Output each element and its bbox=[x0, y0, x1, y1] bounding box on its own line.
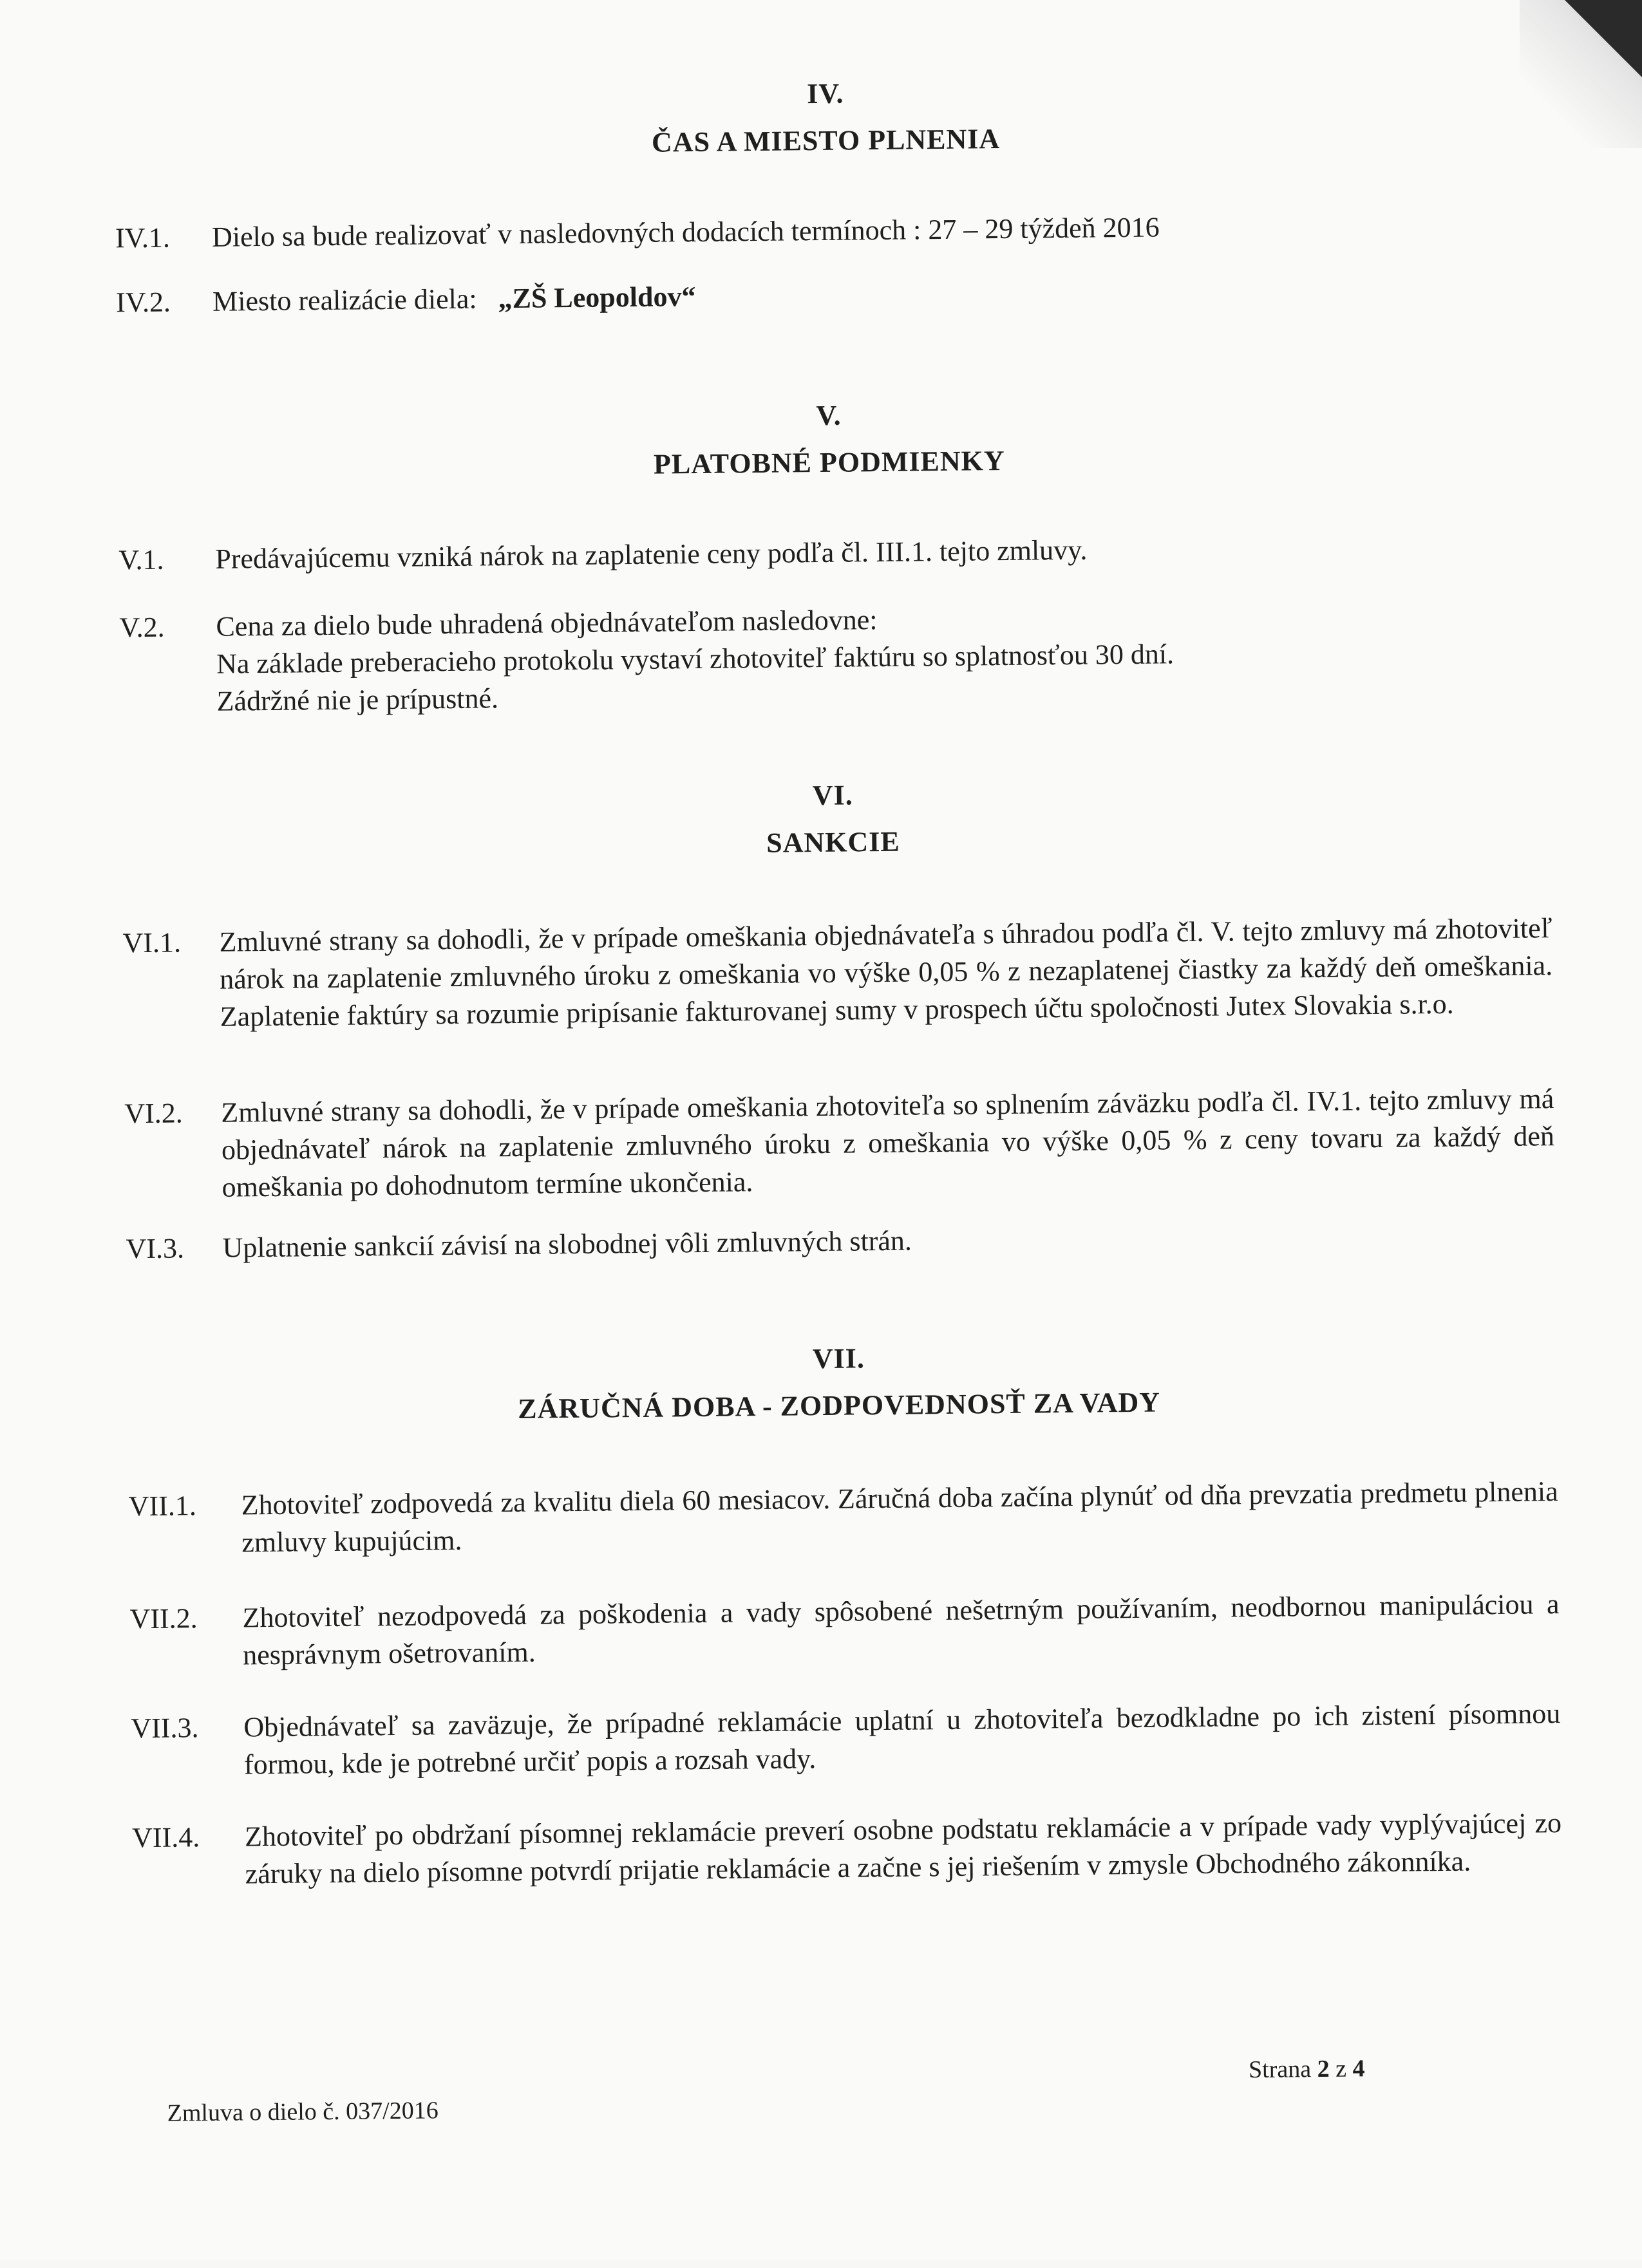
clause-text: Miesto realizácie diela: bbox=[212, 283, 477, 317]
clause-number: VI.1. bbox=[122, 926, 182, 959]
page-prefix: Strana bbox=[1248, 2056, 1312, 2084]
section-title: ČAS A MIESTO PLNENIA bbox=[651, 123, 1001, 158]
contract-reference: Zmluva o dielo č. 037/2016 bbox=[167, 2097, 439, 2127]
site-name: „ZŠ Leopoldov“ bbox=[498, 280, 696, 315]
clause-number: IV.1. bbox=[115, 221, 171, 254]
clause-number: VII.4. bbox=[131, 1821, 200, 1854]
section-vii-heading bbox=[120, 1335, 1557, 1429]
clause-number: VI.3. bbox=[126, 1232, 185, 1265]
section-title: SANKCIE bbox=[766, 825, 900, 859]
clause-text-line: Na základe preberacieho protokolu vystaví zhotoviteľ faktúru so splatnosťou 30 dní. bbox=[216, 638, 1175, 680]
section-title: ZÁRUČNÁ DOBA - ZODPOVEDNOSŤ ZA VADY bbox=[518, 1386, 1161, 1425]
clause-vi-3 bbox=[126, 1215, 1555, 1268]
section-iv-heading bbox=[108, 70, 1544, 164]
clause-v-2 bbox=[119, 594, 1550, 721]
clause-number: VII.1. bbox=[128, 1490, 197, 1523]
clause-text-line: Zádržné nie je prípustné. bbox=[216, 682, 499, 717]
page-total: 4 bbox=[1352, 2055, 1365, 2083]
clause-number: VII.2. bbox=[129, 1602, 198, 1635]
clause-vii-2 bbox=[129, 1586, 1560, 1675]
clause-vii-4 bbox=[132, 1804, 1562, 1894]
page-current: 2 bbox=[1317, 2055, 1330, 2083]
clause-number: VI.2. bbox=[124, 1097, 184, 1130]
clause-number: VII.3. bbox=[131, 1712, 199, 1745]
clause-text: Zmluvné strany sa dohodli, že v prípade omeškania zhotoviteľa so splnením záväzku podľa čl. IV.1. tejto zmluvy má objednávateľ nárok na zaplatenie zmluvného úroku z omeškania vo výške 0,05 % z ceny tovaru za každý deň omeškania po dohodnutom termíne ukončenia. bbox=[221, 1083, 1555, 1203]
clause-text: Objednávateľ sa zaväzuje, že prípadné reklamácie uplatní u zhotoviteľa bezodkladne po ich zistení písomnou formou, kde je potrebné určiť popis a rozsah vady. bbox=[243, 1698, 1561, 1781]
page-counter bbox=[1249, 2054, 1365, 2084]
section-title: PLATOBNÉ PODMIENKY bbox=[653, 444, 1005, 480]
clause-text: Zhotoviteľ po obdržaní písomnej reklamácie preverí osobne podstatu reklamácie a v prípade vady vyplývajúcej zo záruky na dielo písomne potvrdí prijatie reklamácie a začne s jej riešením v zmysle Obchodného zákonníka. bbox=[244, 1807, 1562, 1890]
clause-text-line: Cena za dielo bude uhradená objednávateľom nasledovne: bbox=[216, 604, 878, 642]
section-number: V. bbox=[816, 399, 842, 432]
clause-number: IV.2. bbox=[115, 286, 171, 319]
clause-number: V.2. bbox=[119, 611, 165, 644]
clause-text: Uplatnenie sankcií závisí na slobodnej vôli zmluvných strán. bbox=[222, 1224, 912, 1264]
clause-text: Zmluvné strany sa dohodli, že v prípade omeškania objednávateľa s úhradou podľa čl. V. tejto zmluvy má zhotoviteľ nárok na zaplatenie zmluvného úroku z omeškania vo výške 0,05 % z nezaplatenej čiastky za každý deň omeškania. Zaplatenie faktúry sa rozumie pripísanie fakturovanej sumy v prospech účtu spoločnosti Jutex Slovakia s.r.o. bbox=[219, 912, 1553, 1033]
clause-text: Predávajúcemu vzniká nárok na zaplatenie ceny podľa čl. III.1. tejto zmluvy. bbox=[215, 534, 1088, 575]
section-number: VI. bbox=[812, 779, 853, 812]
clause-vii-3 bbox=[131, 1695, 1561, 1785]
section-v-heading bbox=[111, 391, 1547, 486]
section-number: VII. bbox=[812, 1342, 865, 1375]
clause-v-1 bbox=[118, 527, 1548, 579]
clause-vi-2 bbox=[124, 1080, 1555, 1207]
clause-text: Dielo sa bude realizovať v nasledovných dodacích termínoch : 27 – 29 týždeň 2016 bbox=[211, 211, 1160, 253]
page-separator: z bbox=[1335, 2055, 1347, 2083]
clause-vii-1 bbox=[128, 1473, 1558, 1562]
clause-text: Zhotoviteľ nezodpovedá za poškodenia a vady spôsobené nešetrným používaním, neodbornou manipuláciou a nesprávnym ošetrovaním. bbox=[242, 1588, 1560, 1671]
clause-iv-1 bbox=[115, 205, 1545, 257]
clause-vi-1 bbox=[122, 910, 1553, 1036]
clause-number: V.1. bbox=[118, 543, 164, 576]
clause-iv-2 bbox=[116, 269, 1545, 321]
clause-text: Zhotoviteľ zodpovedá za kvalitu diela 60 mesiacov. Záručná doba začína plynúť od dňa prevzatia predmetu plnenia zmluvy kupujúcim. bbox=[241, 1476, 1558, 1559]
section-vi-heading bbox=[115, 771, 1551, 866]
section-number: IV. bbox=[806, 77, 844, 110]
